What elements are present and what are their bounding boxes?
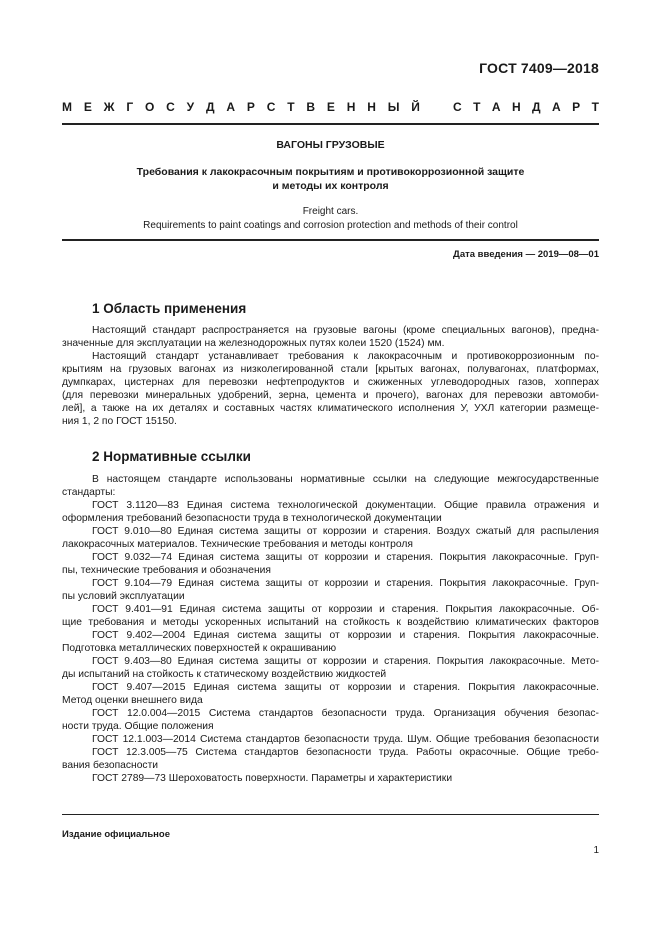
banner-letter: Н (346, 100, 356, 114)
text-line: Метод оценки внешнего вида (62, 695, 203, 706)
banner-letter: Й (411, 100, 420, 114)
text-line: Настоящий стандарт распространяется на грузовые вагоны (кроме специальных вагонов), предна- (92, 325, 599, 336)
banner-letter: Г (126, 100, 134, 114)
banner-letter: А (491, 100, 501, 114)
banner-letter: О (145, 100, 155, 114)
english-title-line: Requirements to paint coatings and corrosion protection and methods of their control (143, 219, 518, 231)
text-line: ГОСТ 9.104—79 Единая система защиты от коррозии и старения. Покрытия лакокрасочные. Груп- (92, 578, 599, 589)
subtitle-line: и методы их контроля (272, 179, 389, 192)
text-line: (для перевозки минеральных удобрений, зерна, цемента и прочего), вагонах для перевозки автомоби- (62, 390, 599, 401)
text-line: вания безопасности (62, 760, 159, 771)
banner-letter: Ы (387, 100, 400, 114)
text-line: ГОСТ 12.3.005—75 Система стандартов безопасности труда. Работы окрасочные. Общие требо- (92, 747, 599, 758)
banner-letter: Д (532, 100, 541, 114)
text-line: ГОСТ 9.402—2004 Единая система защиты от коррозии и старения. Покрытия лакокрасочные. (92, 630, 599, 641)
text-line: ГОСТ 2789—73 Шероховатость поверхности. Параметры и характеристики (92, 773, 453, 784)
banner-letter: Н (511, 100, 521, 114)
official-edition-label: Издание официальное (62, 829, 170, 840)
document-title: ВАГОНЫ ГРУЗОВЫЕ (276, 139, 385, 151)
banner-letter: С (453, 100, 462, 114)
banner-letter: Е (326, 100, 335, 114)
banner-letter: В (306, 100, 316, 114)
text-line: крытиям на грузовых вагонах из низколегированной стали [крытых вагонах, полувагонах, платформах, (62, 364, 599, 375)
banner-letter: Ж (103, 100, 115, 114)
banner-letter: Т (591, 100, 599, 114)
interstate-standard-banner (62, 100, 599, 114)
banner-letter: Е (83, 100, 92, 114)
text-line: значенные для эксплуатации на железнодорожных путях колеи 1520 (1524) мм. (62, 338, 445, 349)
banner-letter: А (552, 100, 561, 114)
section-2-heading: 2 Нормативные ссылки (92, 449, 251, 464)
text-line: пы условий эксплуатации (62, 591, 185, 602)
text-line: ГОСТ 9.407—2015 Единая система защиты от коррозии и старения. Покрытия лакокрасочные. (92, 682, 599, 693)
gost-number: ГОСТ 7409—2018 (479, 60, 599, 76)
text-line: оформления требований безопасности труда в технологической документации (62, 513, 442, 524)
banner-word-standard (453, 100, 599, 114)
text-line: ГОСТ 9.032—74 Единая система защиты от коррозии и старения. Покрытия лакокрасочные. Груп- (92, 552, 599, 563)
banner-letter: С (266, 100, 276, 114)
banner-letter: Н (367, 100, 376, 114)
banner-letter: М (62, 100, 72, 114)
section-1-heading: 1 Область применения (92, 301, 247, 316)
text-line: лей], а также на их деталях и составных частях климатического исполнения У, УХЛ категории размеще- (62, 403, 599, 414)
text-line: стандарты: (62, 487, 116, 498)
text-line: ГОСТ 12.1.003—2014 Система стандартов безопасности труда. Шум. Общие требования безопасности (92, 734, 599, 745)
banner-word-interstate (62, 100, 420, 114)
banner-letter: А (226, 100, 236, 114)
banner-letter: Д (205, 100, 215, 114)
text-line: ГОСТ 9.403—80 Единая система защиты от коррозии и старения. Покрытия лакокрасочные. Мето- (92, 656, 599, 667)
document-subtitle (62, 166, 599, 193)
text-line: щие требования и методы ускоренных испытаний на стойкость к воздействию климатических факторов (62, 617, 599, 628)
text-line: ГОСТ 3.1120—83 Единая система технологической документации. Общие правила отражения и (92, 500, 599, 511)
english-title (62, 205, 599, 232)
text-line: Настоящий стандарт устанавливает требования к лакокрасочным и противокоррозионным по- (92, 351, 599, 362)
introduction-date: Дата введения — 2019—08—01 (453, 249, 599, 260)
text-line: думпкарах, цистернах для перевозки нефтепродуктов и сжиженных углеводородных газов, хопперах (62, 377, 599, 388)
text-line: ния 1, 2 по ГОСТ 15150. (62, 416, 177, 427)
text-line: В настоящем стандарте использованы нормативные ссылки на следующие межгосударственные (92, 474, 599, 485)
text-line: ГОСТ 12.0.004—2015 Система стандартов безопасности труда. Организация обучения безопас- (92, 708, 599, 719)
banner-letter: Т (287, 100, 295, 114)
banner-letter: Р (572, 100, 581, 114)
banner-letter: У (186, 100, 195, 114)
english-title-line: Freight cars. (302, 206, 359, 217)
subtitle-line: Требования к лакокрасочным покрытиям и противокоррозионной защите (136, 166, 525, 178)
title-rule (62, 239, 599, 241)
text-line: ГОСТ 9.401—91 Единая система защиты от коррозии и старения. Покрытия лакокрасочные. Об- (92, 604, 599, 615)
header-rule (62, 123, 599, 125)
text-line: ГОСТ 9.010—80 Единая система защиты от коррозии и старения. Воздух сжатый для распыления (92, 526, 599, 537)
text-line: пы, технические требования и обозначения (62, 565, 271, 576)
text-line: ды испытаний на стойкость к статическому воздействию жидкостей (62, 669, 387, 680)
text-line: ности труда. Общие положения (62, 721, 214, 732)
banner-letter: С (166, 100, 175, 114)
banner-letter: Р (246, 100, 255, 114)
banner-letter: Т (473, 100, 481, 114)
text-line: Подготовка металлических поверхностей к окрашиванию (62, 643, 337, 654)
page-number: 1 (593, 845, 599, 856)
footer-rule (62, 814, 599, 815)
text-line: лакокрасочных материалов. Технические требования и методы контроля (62, 539, 413, 550)
